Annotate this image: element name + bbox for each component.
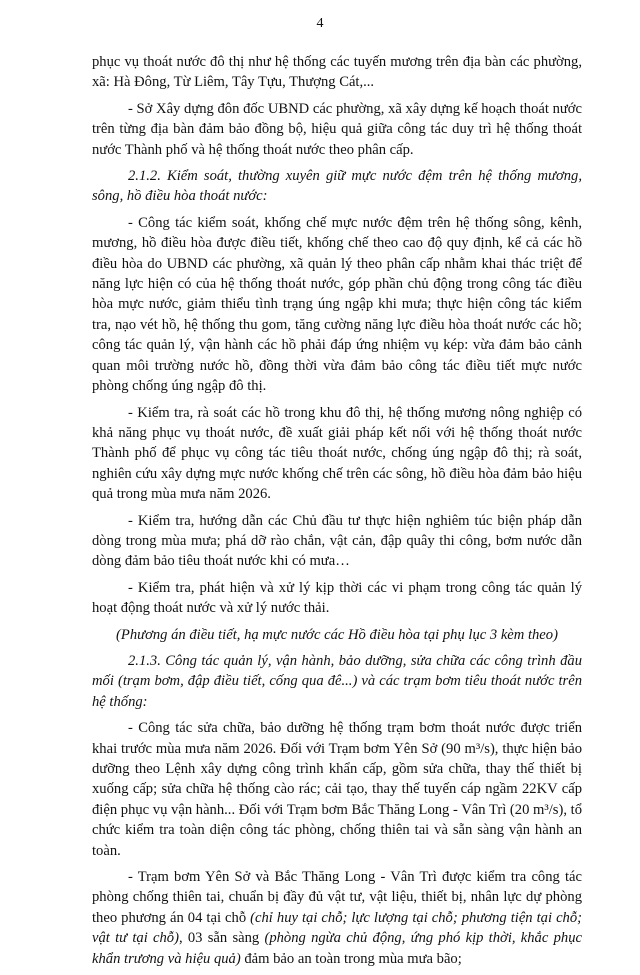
paragraph-pump-readiness bbox=[92, 867, 582, 969]
text-run: , 03 sẵn sàng bbox=[178, 930, 265, 947]
paragraph-violation-handling: - Kiểm tra, phát hiện và xử lý kịp thời các vi phạm trong công tác quản lý hoạt động thoát nước và xử lý nước thải. bbox=[92, 579, 582, 617]
appendix-note: (Phương án điều tiết, hạ mực nước các Hồ điều hòa tại phụ lục 3 kèm theo) bbox=[116, 626, 558, 643]
page-content bbox=[92, 52, 582, 975]
paragraph-coordination: - Sở Xây dựng đôn đốc UBND các phường, xã xây dựng kế hoạch thoát nước trên từng địa bàn đảm bảo đồng bộ, hiệu quả giữa công tác duy trì hệ thống thoát nước Thành phố và hệ thống thoát nước theo phân cấp. bbox=[92, 100, 582, 158]
paragraph-water-level-control: - Công tác kiểm soát, khống chế mực nước đệm trên hệ thống sông, kênh, mương, hồ điều hòa được điều tiết, khống chế theo cao độ quy định, kể cả các hồ điều hòa do UBND các phường, xã quản lý theo phân cấp nhằm khai thác triệt để năng lực hiện có của hệ thống thoát nước, góp phần chủ động trong công tác điều hòa mực nước, giảm thiểu tình trạng úng ngập khi mưa; thực hiện công tác kiểm tra, nạo vét hồ, hệ thống thu gom, tăng cường năng lực điều hòa thoát nước các hồ; công tác quản lý, vận hành các hồ phải đáp ứng nhiệm vụ kép: vừa đảm bảo cảnh quan môi trường nước hồ, đồng thời vừa đảm bảo công tác điều tiết mực nước phòng chống úng ngập đô thị. bbox=[92, 214, 582, 395]
text-run: - Trạm bơm Yên Sở và Bắc Thăng Long - Vân Trì được kiểm tra công tác phòng chống thiên tai, chuẩn bị đầy đủ vật tư, vật liệu, thiết bị, nhân lực dự phòng theo phương án 04 tại chỗ bbox=[92, 869, 582, 926]
text-run: đảm bảo an toàn trong mùa mưa bão; bbox=[240, 950, 462, 967]
paragraph-pump-maintenance: - Công tác sửa chữa, bảo dưỡng hệ thống trạm bơm thoát nước được triển khai trước mùa mưa năm 2026. Đối với Trạm bơm Yên Sở (90 m³/s), thực hiện bảo dưỡng theo Lệnh xây dựng công trình khẩn cấp, gồm sửa chữa, thay thế thiết bị xuống cấp; sửa chữa hệ thống cào rác; cải tạo, thay thế tuyến cáp ngầm 22KV cấp điện phục vụ vận hành... Đối với Trạm bơm Bắc Thăng Long - Vân Trì (20 m³/s), tổ chức kiểm tra toàn diện công tác phòng, chống thiên tai và sẵn sàng vận hành an toàn. bbox=[92, 720, 582, 859]
paragraph-lake-inspection: - Kiểm tra, rà soát các hồ trong khu đô thị, hệ thống mương nông nghiệp có khả năng phục vụ thoát nước, đề xuất giải pháp kết nối với hệ thống thoát nước Thành phố để phục vụ công tác tiêu thoát nước, chống úng ngập đô thị; rà soát, nghiên cứu xây dựng mực nước khống chế trên các sông, hồ điều hòa đảm bảo hiệu quả trong mùa mưa năm 2026. bbox=[92, 404, 582, 503]
section-heading-2-1-2: 2.1.2. Kiểm soát, thường xuyên giữ mực nước đệm trên hệ thống mương, sông, hồ điều hòa thoát nước: bbox=[92, 168, 582, 205]
paragraph-investor-guidance: - Kiểm tra, hướng dẫn các Chủ đầu tư thực hiện nghiêm túc biện pháp dẫn dòng trong mùa mưa; phá dỡ rào chắn, vật cản, đập quây thi công, bơm nước dẫn dòng đảm bảo tiêu thoát nước khi có mưa… bbox=[92, 512, 582, 570]
text-run-italic: (phòng ngừa chủ động, ứng phó kịp thời, khắc phục khẩn trương và hiệu quả) bbox=[92, 930, 582, 967]
section-heading-2-1-3: 2.1.3. Công tác quản lý, vận hành, bảo dưỡng, sửa chữa các công trình đầu mối (trạm bơm, đập điều tiết, cống qua đê...) và các trạm bơm tiêu thoát nước trên hệ thống: bbox=[92, 652, 582, 710]
paragraph-continuation: phục vụ thoát nước đô thị như hệ thống các tuyến mương trên địa bàn các phường, xã: Hà Đông, Từ Liêm, Tây Tựu, Thượng Cát,... bbox=[92, 54, 582, 91]
page-number: 4 bbox=[316, 16, 324, 31]
text-run-italic: (chỉ huy tại chỗ; lực lượng tại chỗ; phương tiện tại chỗ; vật tư tại chỗ) bbox=[92, 909, 582, 947]
